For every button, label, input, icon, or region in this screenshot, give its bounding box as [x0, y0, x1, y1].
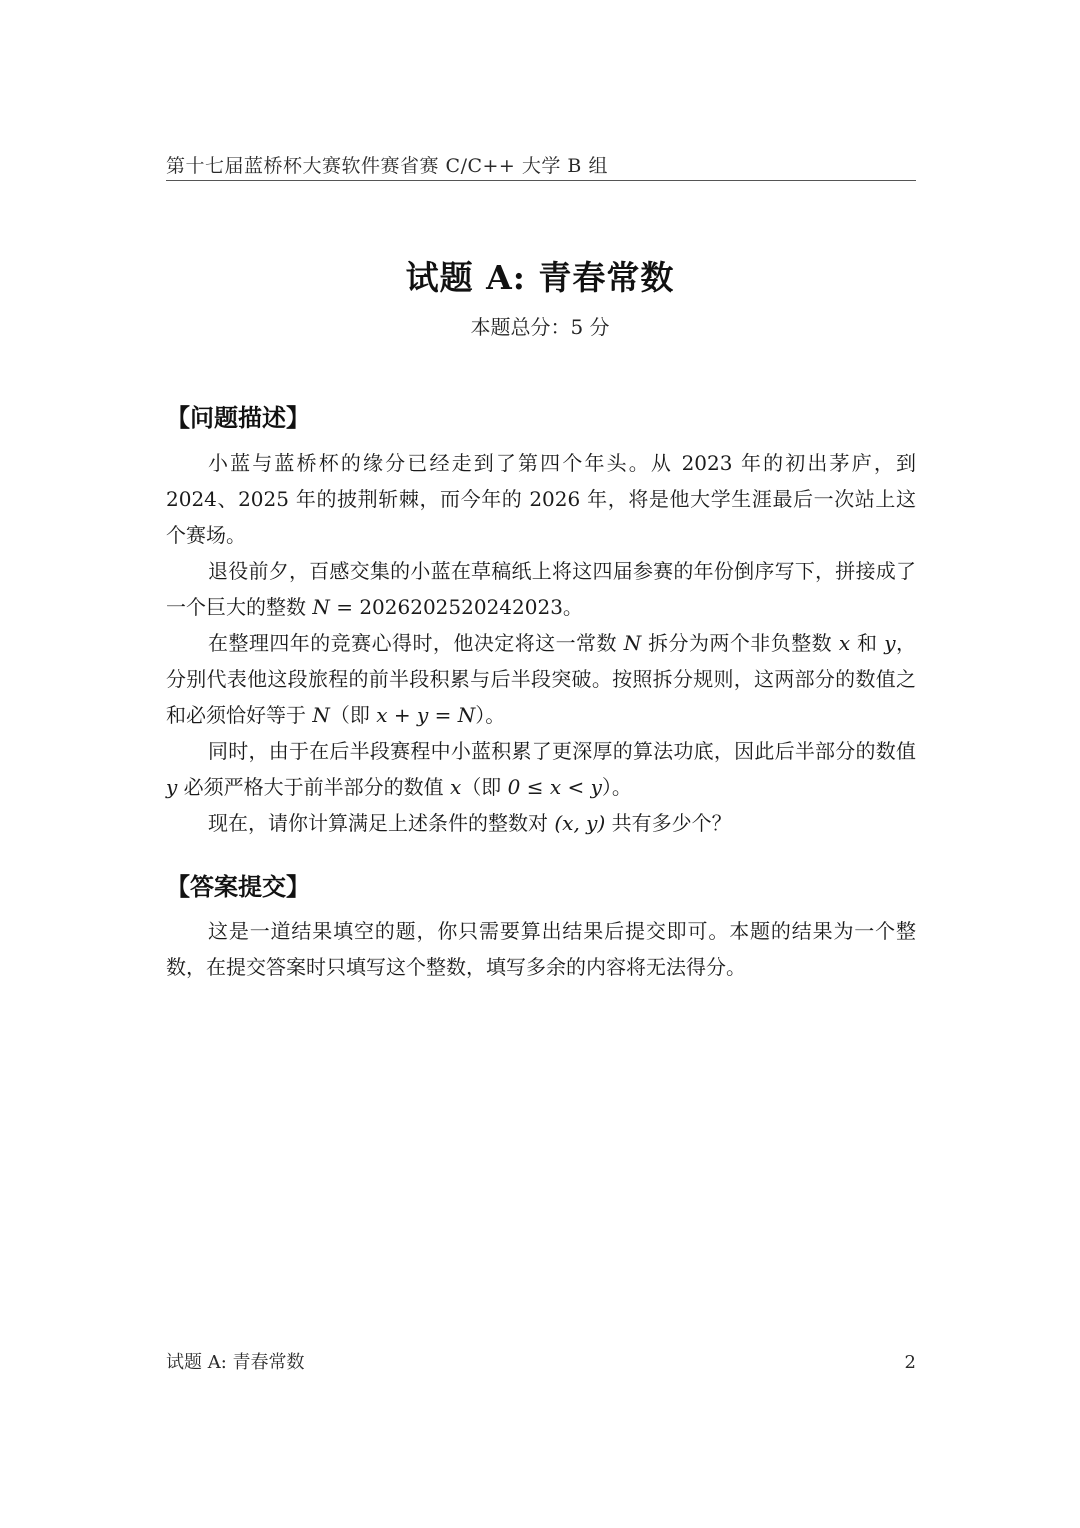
- submission-heading: 【答案提交】: [166, 873, 310, 901]
- p4-variable-x: x: [450, 775, 462, 799]
- p5-text-a: 现在，请你计算满足上述条件的整数对: [208, 811, 555, 835]
- description-paragraph-5: [166, 805, 916, 841]
- p5-pair: (x, y): [554, 811, 606, 835]
- header-rule: [166, 180, 916, 181]
- page-number: 2: [904, 1352, 916, 1373]
- p3-text-c: 和: [850, 631, 885, 655]
- p4-inequality: 0 ≤ x < y: [507, 775, 602, 799]
- p4-variable-y: y: [166, 775, 178, 799]
- p3-text-e: （即: [329, 703, 377, 727]
- p4-text-b: 必须严格大于前半部分的数值: [177, 775, 451, 799]
- submission-paragraph: 这是一道结果填空的题，你只需要算出结果后提交即可。本题的结果为一个整数，在提交答案时只填写这个整数，填写多余的内容将无法得分。: [166, 919, 916, 979]
- p3-text-b: 拆分为两个非负整数: [641, 631, 839, 655]
- p3-text-f: ）。: [475, 703, 506, 727]
- p3-text-d: ，分别代表他这段旅程的前半段积累与后半段突破。按照拆分规则，这两部分的数值之和必须恰好等于: [166, 631, 917, 727]
- p4-text-d: ）。: [601, 775, 632, 799]
- p3-variable-n-2: N: [312, 703, 330, 727]
- p3-equation: x + y = N: [376, 703, 476, 727]
- description-paragraph-3: [166, 625, 916, 733]
- p3-variable-n: N: [623, 631, 642, 655]
- p2-variable-n: N: [312, 595, 330, 619]
- p3-variable-y: y: [884, 631, 896, 655]
- p5-text-b: 共有多少个？: [605, 811, 732, 835]
- footer-title: 试题 A: 青春常数: [166, 1352, 305, 1373]
- p3-variable-x: x: [838, 631, 851, 655]
- p2-text: 退役前夕，百感交集的小蓝在草稿纸上将这四届参赛的年份倒序写下，拼接成了一个巨大的整数: [166, 559, 916, 619]
- p2-value: = 2026202520242023。: [329, 595, 583, 619]
- p4-text-c: （即: [461, 775, 508, 799]
- description-heading: 【问题描述】: [166, 404, 310, 432]
- problem-title: 试题 A: 青春常数: [405, 258, 675, 297]
- description-paragraph-1: 小蓝与蓝桥杯的缘分已经走到了第四个年头。从 2023 年的初出茅庐，到 2024、2025 年的披荆斩棘，而今年的 2026 年，将是他大学生涯最后一次站上这个赛场。: [166, 451, 916, 547]
- description-paragraph-2: [166, 553, 916, 625]
- running-header: 第十七届蓝桥杯大赛软件赛省赛 C/C++ 大学 B 组: [166, 155, 608, 177]
- description-paragraph-4: [166, 733, 916, 805]
- p4-text-a: 同时，由于在后半段赛程中小蓝积累了更深厚的算法功底，因此后半部分的数值: [208, 739, 916, 763]
- p3-text-a: 在整理四年的竞赛心得时，他决定将这一常数: [208, 631, 624, 655]
- problem-score: 本题总分：5 分: [470, 315, 610, 339]
